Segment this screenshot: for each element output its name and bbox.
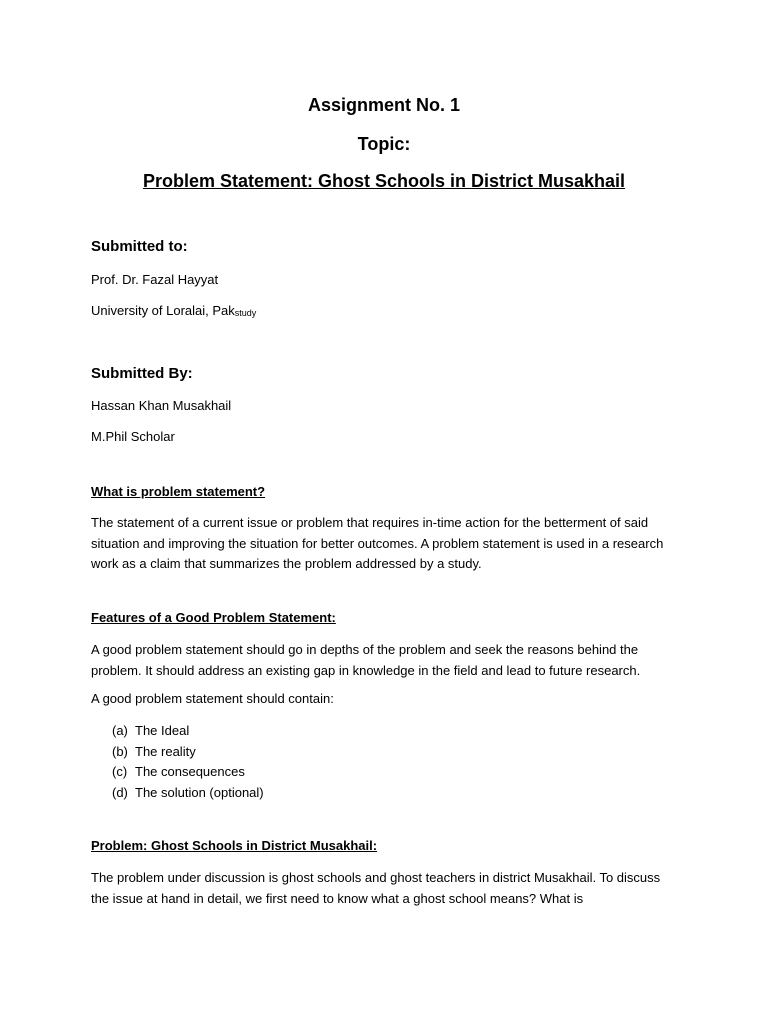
list-text: The solution (optional) xyxy=(135,784,264,800)
list-item xyxy=(112,762,264,783)
topic-heading: Problem Statement: Ghost Schools in District Musakhail xyxy=(142,171,626,191)
list-text: The consequences xyxy=(135,764,245,779)
list-text: The reality xyxy=(135,743,196,759)
submitted-by-role: M.Phil Scholar xyxy=(91,429,175,444)
features-list xyxy=(112,721,264,803)
list-text: The Ideal xyxy=(135,723,190,738)
list-item xyxy=(112,721,264,742)
section2-intro: A good problem statement should contain: xyxy=(91,691,334,706)
section3-body: The problem under discussion is ghost schools and ghost teachers in district Musakhail. To discuss the issue at hand in detail, we first need to know what a ghost school means? What is xyxy=(91,870,661,906)
submitted-to-name: Prof. Dr. Fazal Hayyat xyxy=(91,272,219,287)
institution-suffix: study xyxy=(234,308,257,318)
list-item xyxy=(112,783,264,804)
section1-heading: What is problem statement? xyxy=(91,484,266,499)
section3-heading: Problem: Ghost Schools in District Musakhail: xyxy=(91,838,378,853)
list-marker: (d) xyxy=(112,784,128,800)
section2-body: A good problem statement should go in depths of the problem and seek the reasons behind the problem. It should address an existing gap in knowledge in the field and lead to future research. xyxy=(91,642,641,678)
assignment-title: Assignment No. 1 xyxy=(307,95,461,115)
list-item xyxy=(112,742,264,763)
list-marker: (b) xyxy=(112,743,128,759)
section2-heading: Features of a Good Problem Statement: xyxy=(91,610,336,625)
submitted-to-institution xyxy=(91,303,256,318)
topic-label: Topic: xyxy=(357,134,411,154)
list-marker: (c) xyxy=(112,764,128,779)
submitted-by-heading: Submitted By: xyxy=(91,365,193,382)
list-marker: (a) xyxy=(112,723,128,738)
section1-body: The statement of a current issue or problem that requires in-time action for the betterment of said situation and improving the situation for better outcomes. A problem statement is used in a research work as a claim that summarizes the problem addressed by a study. xyxy=(91,515,664,571)
submitted-by-name: Hassan Khan Musakhail xyxy=(91,398,232,413)
submitted-to-heading: Submitted to: xyxy=(91,238,188,255)
institution-text: University of Loralai, Pak xyxy=(91,303,235,318)
